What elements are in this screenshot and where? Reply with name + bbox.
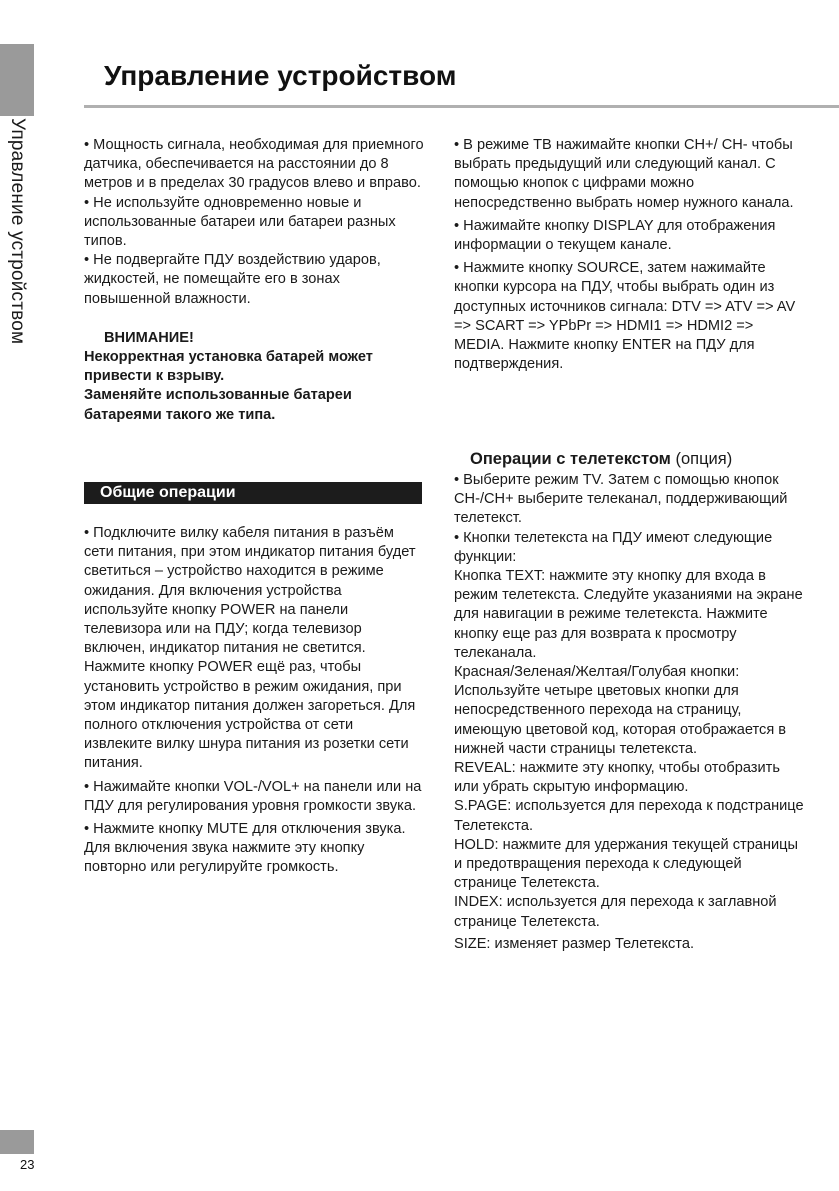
teletext-size: SIZE: изменяет размер Телетекста. (454, 935, 694, 952)
teletext-spage: S.PAGE: используется для перехода к подстранице Телетекста. (454, 798, 804, 834)
teletext-buttons-intro: • Кнопки телетекста на ПДУ имеют следующие функции: (454, 529, 773, 565)
teletext-option-note: (опция) (675, 450, 733, 468)
side-section-label: Управление устройством (7, 118, 28, 345)
power-instructions: • Подключите вилку кабеля питания в разъём сети питания, при этом индикатор питания будет светиться – устройство находится в режиме ожидания. Для включения устройства используйте кнопку POWER на панели телевизора или на ПДУ; когда телевизор включен, индикатор питания не светится. Нажмите кнопку POWER ещё раз, чтобы установить устройство в режим ожидания, при этом индикатор питания должен загореться. Для полного отключения устройства от сети извлеките вилку шнура питания из розетки сети питания. (84, 525, 416, 772)
teletext-body (454, 471, 804, 954)
warning-line-explosion: Некорректная установка батарей может привести к взрыву. (84, 349, 373, 385)
teletext-reveal: REVEAL: нажмите эту кнопку, чтобы отобразить или убрать скрытую информацию. (454, 760, 780, 796)
title-divider (84, 105, 839, 108)
left-column-top (84, 136, 424, 425)
footer-tab-marker (0, 1130, 34, 1154)
general-operations-body (84, 524, 424, 878)
channel-instructions: • В режиме ТВ нажимайте кнопки CH+/ CH- чтобы выбрать предыдущий или следующий канал. С помощью кнопок с цифрами можно непосредственно выбрать номер нужного канала. (454, 137, 794, 211)
source-instructions: • Нажмите кнопку SOURCE, затем нажимайте кнопки курсора на ПДУ, чтобы выбрать один из доступных источников сигнала: DTV => ATV => AV => SCART => YPbPr => HDMI1 => HDMI2 => MEDIA. Нажмите кнопку ENTER на ПДУ для подтверждения. (454, 260, 796, 373)
teletext-text-button: Кнопка TEXT: нажмите эту кнопку для входа в режим телетекста. Следуйте указаниями на экране для навигации в режиме телетекста. Нажмите кнопку еще раз для возврата к просмотру телеканала. (454, 568, 803, 661)
battery-note-mixing: • Не используйте одновременно новые и использованные батареи или батареи разных типов. (84, 194, 396, 250)
side-tab-marker (0, 44, 34, 116)
battery-note-protection: • Не подвергайте ПДУ воздействию ударов, жидкостей, не помещайте его в зонах повышенной влажности. (84, 252, 381, 307)
teletext-select-mode: • Выберите режим TV. Затем с помощью кнопок CH-/CH+ выберите телеканал, поддерживающий телетекст. (454, 472, 788, 527)
teletext-index: INDEX: используется для перехода к заглавной странице Телетекста. (454, 894, 777, 930)
page-number: 23 (20, 1157, 35, 1172)
page-title: Управление устройством (104, 60, 457, 91)
right-column-top (454, 136, 804, 374)
teletext-title: Операции с телетекстом (470, 450, 671, 468)
warning-title: ВНИМАНИЕ! (104, 329, 194, 346)
teletext-hold: HOLD: нажмите для удержания текущей страницы и предотвращения перехода к следующей странице Телетекста. (454, 836, 798, 892)
teletext-heading (470, 450, 732, 469)
warning-line-replace: Заменяйте использованные батареи батареями такого же типа. (84, 387, 352, 423)
mute-instructions: • Нажмите кнопку MUTE для отключения звука. Для включения звука нажмите эту кнопку повторно или регулируйте громкость. (84, 821, 406, 876)
volume-instructions: • Нажимайте кнопки VOL-/VOL+ на панели или на ПДУ для регулирования уровня громкости звука. (84, 778, 422, 814)
battery-note-range: • Мощность сигнала, необходимая для приемного датчика, обеспечивается на расстоянии до 8 метров и в пределах 30 градусов влево и вправо. (84, 137, 424, 192)
general-operations-header: Общие операции (84, 482, 422, 504)
teletext-color-buttons: Красная/Зеленая/Желтая/Голубая кнопки: Используйте четыре цветовых кнопки для непосредственного перехода на страницу, имеющую цветовой код, которая отображается в нижней части страницы телетекста. (454, 664, 787, 757)
display-instructions: • Нажимайте кнопку DISPLAY для отображения информации о текущем канале. (454, 217, 776, 254)
